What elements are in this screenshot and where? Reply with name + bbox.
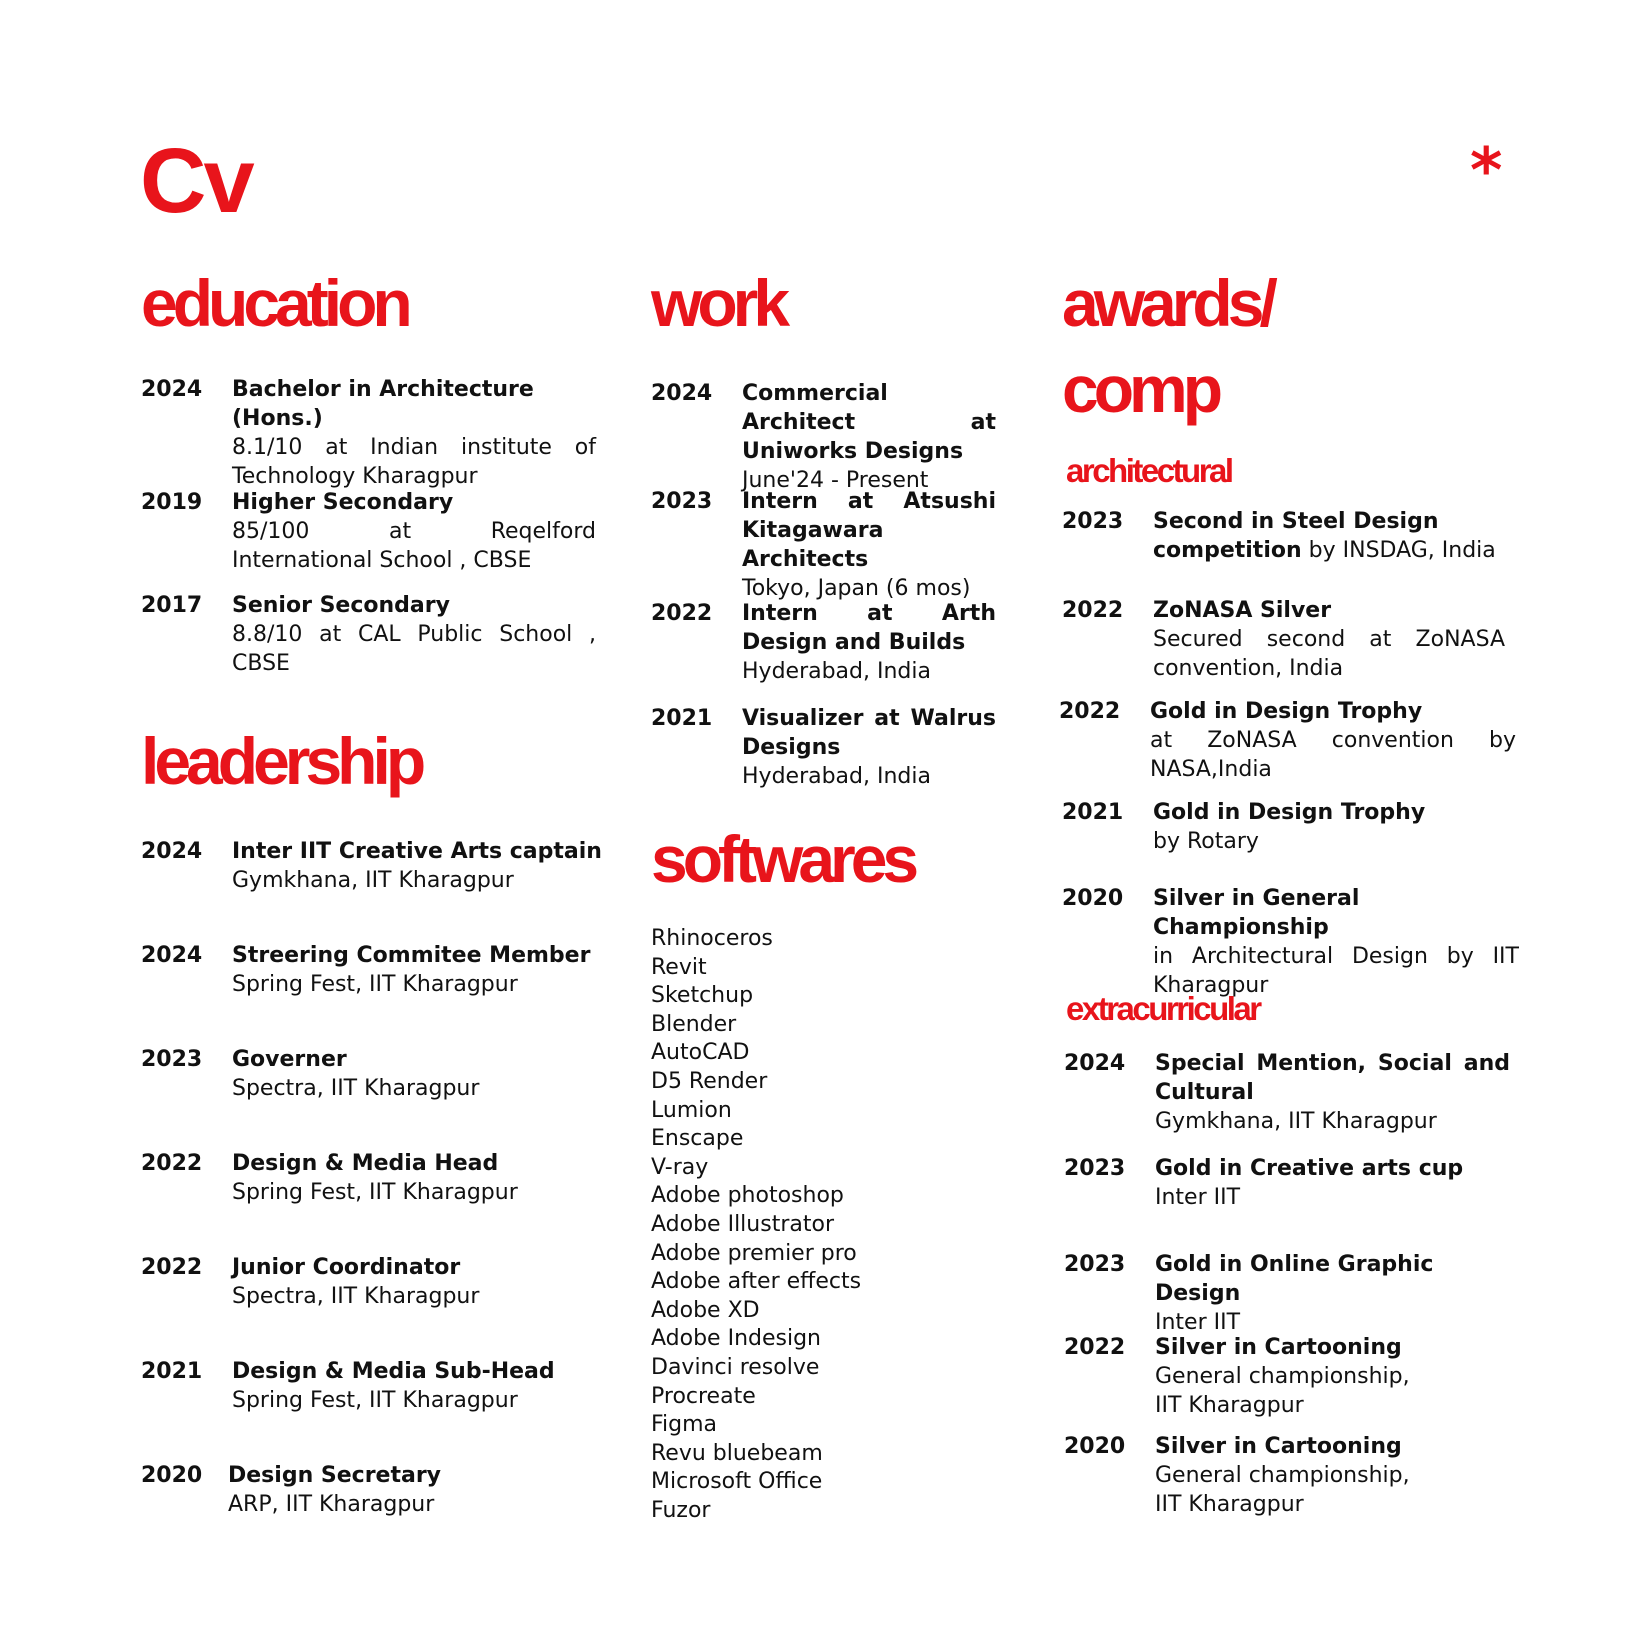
extracurricular-subheading: extracurricular xyxy=(1066,990,1260,1027)
list-item: Davinci resolve xyxy=(651,1354,820,1380)
list-item: Rhinoceros xyxy=(651,926,773,951)
entry-detail: at ZoNASA convention by NASA,India xyxy=(1150,728,1516,782)
entry-year: 2024 xyxy=(141,943,203,968)
entry-title: Design Secretary xyxy=(228,1463,442,1488)
awards-heading-line1: awards/ xyxy=(1062,266,1273,340)
list-item: Sketchup xyxy=(651,983,754,1009)
entry-year: 2017 xyxy=(141,593,203,618)
entry-title: Streering Commitee Member xyxy=(232,943,591,968)
entry-detail: in Architectural Design by IIT Kharagpur xyxy=(1153,944,1519,998)
entry-detail: Spring Fest, IIT Kharagpur xyxy=(232,1388,518,1413)
entry-year: 2020 xyxy=(1062,886,1124,911)
entry-detail: June'24 - Present xyxy=(742,468,929,493)
list-item: Blender xyxy=(651,1011,737,1037)
entry-detail: 8.1/10 at Indian institute of Technology Kharagpur xyxy=(232,435,596,489)
entry-detail: by Rotary xyxy=(1153,829,1259,854)
entry-year: 2022 xyxy=(651,601,713,626)
entry-title: Governer xyxy=(232,1047,347,1072)
list-item: Figma xyxy=(651,1412,718,1438)
entry-year: 2021 xyxy=(651,706,713,731)
entry-detail: Inter IIT xyxy=(1155,1310,1241,1335)
entry-year: 2020 xyxy=(1064,1434,1126,1459)
entry-detail: 85/100 at Reqelford International School , CBSE xyxy=(232,519,596,573)
entry-title: Design & Media Head xyxy=(232,1151,499,1176)
entry-title: Visualizer at Walrus Designs xyxy=(742,706,996,760)
entry-title: Design & Media Sub-Head xyxy=(232,1359,555,1384)
list-item: Revu bluebeam xyxy=(651,1440,823,1466)
entry-year: 2022 xyxy=(1064,1335,1126,1360)
entry-title: Bachelor in Architecture (Hons.) xyxy=(232,377,534,431)
entry-detail: 8.8/10 at CAL Public School , CBSE xyxy=(232,622,596,676)
entry-title: Silver in Cartooning xyxy=(1155,1434,1402,1459)
softwares-heading: softwares xyxy=(651,822,915,896)
entry-title: Senior Secondary xyxy=(232,593,450,618)
list-item: D5 Render xyxy=(651,1068,768,1094)
entry-title: Junior Coordinator xyxy=(232,1255,461,1280)
list-item: Adobe premier pro xyxy=(651,1240,857,1266)
list-item: V-ray xyxy=(651,1154,709,1180)
entry-title: ZoNASA Silver xyxy=(1153,598,1332,623)
entry-detail: General championship, IIT Kharagpur xyxy=(1155,1463,1410,1517)
page-title: Cv xyxy=(140,130,252,232)
list-item: Adobe Illustrator xyxy=(651,1211,834,1237)
list-item: Microsoft Office xyxy=(651,1469,823,1495)
architectural-subheading: architectural xyxy=(1066,452,1232,489)
entry-detail: General championship, IIT Kharagpur xyxy=(1155,1364,1410,1418)
entry-title: Intern at Arth Design and Builds xyxy=(742,601,996,655)
entry-detail: by INSDAG, India xyxy=(1308,538,1496,563)
education-heading: education xyxy=(141,266,408,340)
entry-year: 2023 xyxy=(141,1047,203,1072)
list-item: Revit xyxy=(651,954,707,980)
list-item: Fuzor xyxy=(651,1497,711,1523)
entry-title: Gold in Creative arts cup xyxy=(1155,1156,1464,1181)
entry-year: 2024 xyxy=(141,377,203,402)
list-item: Enscape xyxy=(651,1126,744,1152)
entry-year: 2022 xyxy=(141,1151,203,1176)
entry-year: 2019 xyxy=(141,490,203,515)
entry-title: Gold in Online Graphic Design xyxy=(1155,1252,1434,1306)
entry-year: 2020 xyxy=(141,1463,203,1488)
entry-detail: Secured second at ZoNASA convention, India xyxy=(1153,627,1505,681)
list-item: Adobe Indesign xyxy=(651,1326,821,1352)
asterisk-icon: * xyxy=(1470,134,1503,207)
entry-year: 2021 xyxy=(1062,800,1124,825)
entry-year: 2024 xyxy=(141,839,203,864)
entry-title: Intern at Atsushi Kitagawara Architects xyxy=(742,489,996,572)
entry-detail: Inter IIT xyxy=(1155,1185,1241,1210)
list-item: Adobe photoshop xyxy=(651,1183,844,1209)
list-item: AutoCAD xyxy=(651,1040,750,1066)
entry-detail: Gymkhana, IIT Kharagpur xyxy=(1155,1109,1437,1134)
entry-detail: Gymkhana, IIT Kharagpur xyxy=(232,868,514,893)
entry-detail: Spectra, IIT Kharagpur xyxy=(232,1076,480,1101)
entry-detail: Spectra, IIT Kharagpur xyxy=(232,1284,480,1309)
entry-title: Higher Secondary xyxy=(232,490,454,515)
entry-title: Inter IIT Creative Arts captain xyxy=(232,839,602,864)
entry-title: Commercial Architect at Uniworks Designs xyxy=(742,381,996,464)
entry-year: 2023 xyxy=(1062,509,1124,534)
entry-year: 2022 xyxy=(141,1255,203,1280)
entry-year: 2023 xyxy=(1064,1156,1126,1181)
entry-detail: Tokyo, Japan (6 mos) xyxy=(742,576,971,601)
entry-title: Gold in Design Trophy xyxy=(1150,699,1423,724)
list-item: Procreate xyxy=(651,1383,756,1409)
entry-year: 2023 xyxy=(1064,1252,1126,1277)
entry-year: 2021 xyxy=(141,1359,203,1384)
entry-detail: Spring Fest, IIT Kharagpur xyxy=(232,972,518,997)
entry-title: Second in Steel Design competition xyxy=(1153,509,1439,563)
software-list xyxy=(651,925,861,1525)
entry-title: Gold in Design Trophy xyxy=(1153,800,1426,825)
entry-detail: Hyderabad, India xyxy=(742,764,931,789)
awards-heading-line2: comp xyxy=(1062,352,1219,426)
entry-year: 2023 xyxy=(651,489,713,514)
entry-year: 2022 xyxy=(1059,699,1121,724)
leadership-heading: leadership xyxy=(141,724,422,798)
list-item: Adobe after effects xyxy=(651,1269,862,1295)
entry-detail: Spring Fest, IIT Kharagpur xyxy=(232,1180,518,1205)
entry-title: Silver in Cartooning xyxy=(1155,1335,1402,1360)
list-item: Lumion xyxy=(651,1097,732,1123)
entry-year: 2022 xyxy=(1062,598,1124,623)
entry-year: 2024 xyxy=(1064,1051,1126,1076)
entry-year: 2024 xyxy=(651,381,713,406)
entry-text xyxy=(1153,507,1522,565)
list-item: Adobe XD xyxy=(651,1297,760,1323)
work-heading: work xyxy=(651,266,786,340)
entry-detail: Hyderabad, India xyxy=(742,659,931,684)
entry-title: Silver in General Championship xyxy=(1153,886,1360,940)
entry-detail: ARP, IIT Kharagpur xyxy=(228,1492,435,1517)
entry-title: Special Mention, Social and Cultural xyxy=(1155,1051,1510,1105)
